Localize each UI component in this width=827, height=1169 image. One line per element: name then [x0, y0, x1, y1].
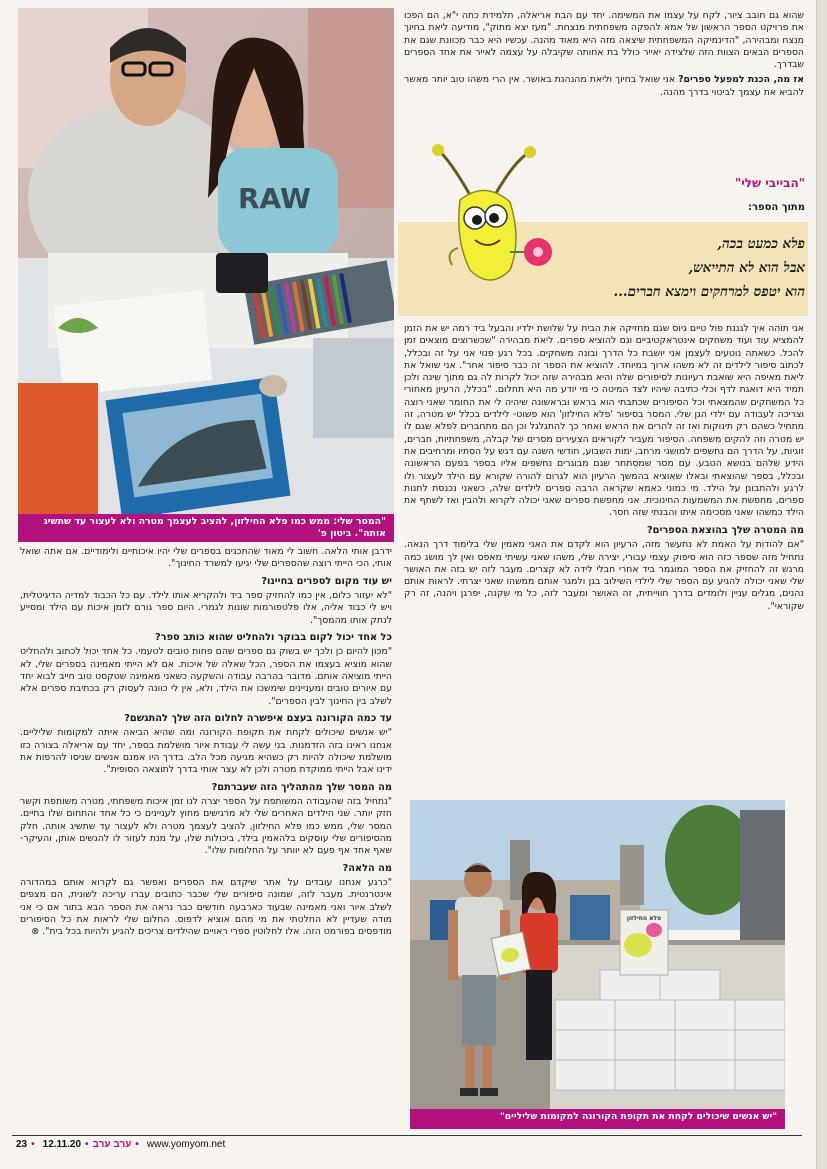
box-subtitle: מתוך הספר: — [747, 202, 805, 213]
right-photo-caption: "יש אנשים שיכולים לקחת את תקופת הקורונה למקומות שליליים" — [410, 1109, 785, 1129]
paragraph — [404, 74, 804, 99]
issue-date: 12.11.20 — [42, 1138, 82, 1150]
paragraph: ידרבן אותי הלאה. חשוב לי מאוד שהתכנים בספרים שלי יהיו איכותיים ולימודיים. אם אתה שואל אותי, הכי הייתי רוצה שהספרים שלי יגיעו למשרד החינוך". — [20, 546, 392, 570]
book-cover-title: פלא החילזון — [626, 915, 662, 922]
poem-line: אבל הוא לא התייאש, — [688, 260, 805, 276]
subheading: עד כמה הקורונה בעצם איפשרה לחלום הזה שלך להתגשם? — [124, 712, 392, 724]
subheading: מה הלאה? — [342, 862, 392, 874]
page-number: 23 — [16, 1138, 28, 1150]
paragraph: "יש אנשים שיכולים לקחת את תקופת הקורונה ומה שהיא הביאה איתה למקומות שליליים. אנחנו ראינו בזה הזדמנות. בני עשה לי עבודת איור מושלמת בספר, יחד עם אריאלה בצורה כזו מושלמת שיכולה להיות רק כשהיא מגיעה מכל הלב. בדרך היו אמנם אנשים שניסו להרפות את ידינו אבל הייתי ממוקדת מטרה ולכן לא עצר אותי בדרך לתוצאה הסופית". — [20, 727, 392, 776]
paragraph: "נתחיל בזה שהעבודה המשותפת על הספר יצרה לנו זמן איכות משפחתי, מטרה משותפת וקשר חזק יותר. שני הילדים האחרים שלי לא מרגישים מחוץ לעניינים כי כל אחד והתחום שלו בחיים. המסר שלי, ממש כמו פלא החילזון, להציב לעצמך מטרה ולא לעצור עד שתשיג אותה. חלק מהסיפורים שלי עוסקים בלהאמין בילד, ביכולות שלו, על מנת לעזור לו להגשים אותן, והעיקר- שאף אחד אף פעם לא יוותר על החלומות שלו". — [20, 796, 392, 857]
poem-line: פלא כמעט בכה, — [717, 236, 805, 252]
poem-line: הוא יטפס למרחקים וימצא חברים... — [613, 284, 805, 300]
magazine-brand: ערב ערב — [92, 1138, 132, 1150]
box-title: "הבייבי שלי" — [734, 176, 805, 190]
right-column-top — [404, 10, 804, 102]
paragraph: "מכון להיום כן ולכך יש בשוק גם ספרים שהם פחות טובים לטעמי. כל אחד יכול לכתוב ולהחליט שהוא מוציא בעצמו את הספר, הכל שאלה של איכות. אם לא הייתי מאמינה בספרים שלי, לא הייתי מוציאה אותם. מדובר בהרבה עבודה והשקעה כשאני מאמינה שטקסט טוב חייב לבוא יחד עם איורים טובים ומעניינים שימשכו את הילד, ולא, אין לי כוונה לעסוק רק בכתיבת ספרים אלא לשלב בין החינוך לבין הספרים". — [20, 646, 392, 707]
box-poem — [560, 232, 805, 304]
page-edge — [816, 0, 827, 1169]
right-column-middle — [404, 323, 804, 798]
paragraph: שהוא גם חובב ציור, לקח על עצמו את המשימה. יחד עם הבת אריאלה, תלמידת כתה י"א, הם הפכו את פרויקט הספר הראשון של אמא להפקה משפחתית מנצחת. "מעז יצא מתוק", מודיעה ליאת בחיוך מנצח ומבהירה, "הדינמיקה המשפחתית שיצאה מזה היא מאוד מהנה. עכשיו היא כבר מכוונת שגם את הספרים הבאים הצוות הזה שלצידה יאייר כולל בת אחותה שקיבלה על עצמה לאייר את אחד הספרים שבדרך. — [404, 10, 804, 71]
paragraph: אני תוהה איך לגננת פול טיים גיוס שגם מחזיקה את הבית על שלושת ילדיו והבעל ביד רמה יש את הזמן להמציא עוד ועוד משחקים אינטראקטיביים וגם להוציא ספרים. ליאת מבהירה "שכשרוצים מוצאים זמן להכל. כשאתה נוטעים לעצמן אני יושבת כל הדרך ובונה משחקים. בכל רגע פנוי אני על זה ובכלל, לכתוב סיפור לילדים זה לא משהו ארוך במיוחד. להוציא את הספר זה כבר סיפור אחר". אני שואל את ליאת מאיפה היא שואבת רעיונות לסיפורים שלה והיא מבהירה שזה יכול לקרות לה גם מתוך שינה ולכן תמיד היא דואגת לדף וכלי כתיבה שיהיו לצד המיטה כי מי יודע מה היא תחלום. "בכלל, הרעיון מאחורי כל המשחקים שהמצאתי וכל הסיפורים שכתבתי הוא בראש ובראשונה שיהיה לי את החומר שאני רוצה וצריכה לעבודה עם ילדי הגן שלי. המסר בסיפור 'פלא החילזון' הוא פשוט- לילדים בכלל יש מטרה, זה מתחיל כשהם רק תינוקות ואז זה להרים את הראש ואחר כך להתגלגל וכן הם מתחברים לפלא שגם לו יש מטרה וזה להקים משפחה. הסיפור מעביר לקוראים הצעירים מסרים של קבלה, משפחתיות, חברים, זוגיות, על הדרך הם נחשפים למושגי מרחב, ימות השבוע, חודשי השנה עם דגש על הסתיו ומרחיבים את הידע שלהם בנושא הטבע. עם מסר שמסתתר שגם מבוגרים נחשפים אליו בספר בפעם הראשונה ובכלל, בספר שהוצאתי ובאלו שאוציא בהמשך הרעיון הוא לגרום להורה שקורא עם הילד לעצור ולו לרגע ולהתבונן על הילד. מי כמוני כאמא שקראה הרבה ספרים לילדים שלה, כשאני נכנסת לחנות ספרים, מחפשת את המשמעות החינוכית. אני מחפשת ספרים שאני יכולה לקרוא ולהבין ואז לשתף את הילד כמשהו שאני מסכימה איתו והבנתי שזה חסר. — [404, 323, 804, 519]
question: אז מה, הכנת למפעל ספרים? — [678, 74, 804, 86]
left-photo-caption: "המסר שלי: ממש כמו פלא החילזון, להציב לעצמך מטרה ולא לעצור עד שתשיג אותה". ביטון פ' — [18, 514, 394, 542]
separator-dot: • — [31, 1138, 35, 1150]
subheading: כל אחד יכול לקום בבוקר ולהחליט שהוא כותב ספר? — [155, 631, 392, 643]
couple-with-books-photo — [410, 800, 785, 1110]
paragraph: "אם להודות על האמת לא נתעשר מזה, הרעיון הוא לקדם את האני מאמין שלי בלימוד דרך הנאה. נתחיל מזה שספר כזה הוא סיפוק עצמי עבורי, יצירה שלי, משהו שאני עשיתי מאפס ואין לך מושג כמה מרגש זה להחזיק את הספר המוגמר ביד אחרי חבלי לידה לא קצרים. מעבר לזה יש בזה את האושר שלי שאני יכולה להגיע עם הספר שלי לילדי השילוב בגן ולמגר אותם ממשהו שאני יצרתי. לראות אותם נהנים, מגלים עניין ולומדים בדרך חווייתית, זה האושר ומעבר לזה, כל מי שקנה, יפרגן ויהנה, זה רק שקוראי". — [404, 539, 804, 612]
answer: אני שואל בחיוך וליאת מהנהנת באושר. אין הרי משהו טוב יותר מאשר להביא את עצמך לביטוי בדרך מהנה. — [404, 74, 804, 98]
paragraph: "כרגע אנחנו עובדים על אתר שיקדם את הספרים ואפשר גם לקרוא אותם במהדורה אינטרנטית. מעבר לזה, שמונה סיפורים שלי שכבר כתובים עברו עריכה לשונית, הם מצפים לשלב איור ואני מאמינה שבעוד כארבעה חודשים כבר נראה את הספר הבא בתור אם כי אני מודה שעדיין לא החלטתי את מי מהם אוציא לדפוס. החלום שלי לראות את כל הסיפורים מודפסים בפורמט הזה. אלו לחלוטין ספרי ראויים שהילדים צריכים להגיע ולהיות בכל בית". ⊗ — [20, 877, 392, 938]
separator-dot: • — [135, 1138, 139, 1150]
subheading: מה המטרה שלך בהוצאת הספרים? — [647, 524, 804, 536]
paragraph: "לא יעזור כלום, אין כמו להחזיק ספר ביד ולהקריא אותו לילד. עם כל הכבוד למדיה הדיגיטלית, ויש לי כבוד אליה, אלו פלטפורמות שונות לגמרי. היום ספר גורם לזמן איכות עם הילד ומסייע לנתק אותו מהמסך". — [20, 590, 392, 626]
left-column — [20, 546, 392, 1132]
website-link[interactable]: www.yomyom.net — [146, 1138, 226, 1150]
subheading: מה המסר שלך מהתהליך הזה שעברתם? — [211, 781, 392, 793]
separator-dot: • — [85, 1138, 89, 1150]
snail-illustration — [430, 140, 560, 295]
box-heading — [600, 176, 805, 213]
svg-text:RAW: RAW — [238, 182, 311, 215]
page-footer — [12, 1135, 802, 1152]
father-daughter-photo — [18, 8, 394, 515]
subheading: יש עוד מקום לספרים בחיינו? — [261, 575, 392, 587]
